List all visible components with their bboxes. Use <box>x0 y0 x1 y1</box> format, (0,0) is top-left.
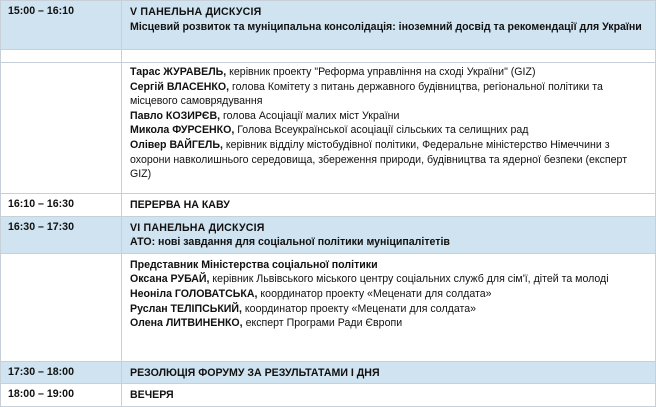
panel6-speakers-time-cell <box>1 253 122 361</box>
speaker <box>130 123 649 138</box>
speaker <box>130 287 649 302</box>
spacer-time-cell <box>1 50 122 63</box>
speaker-name: Неоніла ГОЛОВАТСЬКА, <box>130 287 258 300</box>
speaker-desc: голова Комітету з питань державного будівництва, регіональної політики та місцевого самоврядування <box>130 80 603 108</box>
break-row <box>1 194 656 217</box>
speaker <box>130 302 649 317</box>
speaker-name: Микола ФУРСЕНКО, <box>130 124 235 137</box>
speaker-name: Сергій ВЛАСЕНКО, <box>130 80 230 93</box>
speaker-desc: керівник Львівського міського центру соціальних служб для сім'ї, дітей та молоді <box>209 273 609 286</box>
speaker-name: Олена ЛИТВИНЕНКО, <box>130 317 243 330</box>
spacer-body-cell <box>122 50 656 63</box>
panel5-speakers-row <box>1 63 656 194</box>
speaker <box>130 80 649 109</box>
speaker-name: Руслан ТЕЛІПСЬКИЙ, <box>130 302 242 315</box>
panel6-header <box>122 216 656 253</box>
panel6-speakers <box>122 253 656 361</box>
resolution-time: 17:30 – 18:00 <box>1 361 122 384</box>
panel5-header-row <box>1 1 656 50</box>
resolution-label: РЕЗОЛЮЦІЯ ФОРУМУ ЗА РЕЗУЛЬТАТАМИ І ДНЯ <box>122 361 656 384</box>
panel6-speakers-row <box>1 253 656 361</box>
resolution-row <box>1 361 656 384</box>
speaker-desc: координатор проекту «Меценати для солдата» <box>241 302 477 315</box>
panel5-title: V ПАНЕЛЬНА ДИСКУСІЯ <box>130 6 262 18</box>
dinner-label: ВЕЧЕРЯ <box>122 384 656 407</box>
speaker-desc: координатор проекту «Меценати для солдата» <box>257 287 492 300</box>
panel5-speakers <box>122 63 656 194</box>
speaker-desc: експерт Програми Ради Європи <box>242 317 403 330</box>
speaker-desc: Голова Всеукраїнської асоціації сільських та селищних рад <box>234 124 529 137</box>
dinner-time: 18:00 – 19:00 <box>1 384 122 407</box>
panel6-header-row <box>1 216 656 253</box>
panel6-topic: АТО: нові завдання для соціальної політики муніципалітетів <box>130 236 450 249</box>
panel5-topic: Місцевий розвиток та муніципальна консолідація: іноземний досвід та рекомендації для України <box>130 20 642 33</box>
speaker-name: Представник Міністерства соціальної політики <box>130 258 378 271</box>
break-time: 16:10 – 16:30 <box>1 194 122 217</box>
speaker <box>130 65 649 80</box>
dinner-row <box>1 384 656 407</box>
speaker <box>130 272 649 287</box>
speaker <box>130 316 649 331</box>
speaker <box>130 138 649 182</box>
break-label: ПЕРЕРВА НА КАВУ <box>122 194 656 217</box>
panel5-speakers-time-cell <box>1 63 122 194</box>
speaker <box>130 258 649 273</box>
speaker-name: Павло КОЗИРЄВ, <box>130 109 221 122</box>
speaker-desc: голова Асоціації малих міст України <box>220 109 400 122</box>
speaker <box>130 109 649 124</box>
panel5-header <box>122 1 656 50</box>
spacer-row <box>1 50 656 63</box>
panel5-time: 15:00 – 16:10 <box>1 1 122 50</box>
speaker-name: Тарас ЖУРАВЕЛЬ, <box>130 66 227 78</box>
speaker-name: Оксана РУБАЙ, <box>130 273 210 286</box>
speaker-name: Олівер ВАЙГЕЛЬ, <box>130 138 223 151</box>
panel6-time: 16:30 – 17:30 <box>1 216 122 253</box>
panel6-title: VI ПАНЕЛЬНА ДИСКУСІЯ <box>130 221 265 234</box>
speaker-desc: керівник проекту "Реформа управління на сході України" (GIZ) <box>226 66 536 78</box>
speaker-desc: керівник відділу містобудівної політики, Федеральне міністерство Німеччини з охорони навколишнього середовища, збереження природи, будівництва та ядерної безпеки (експерт GIZ) <box>130 138 628 181</box>
